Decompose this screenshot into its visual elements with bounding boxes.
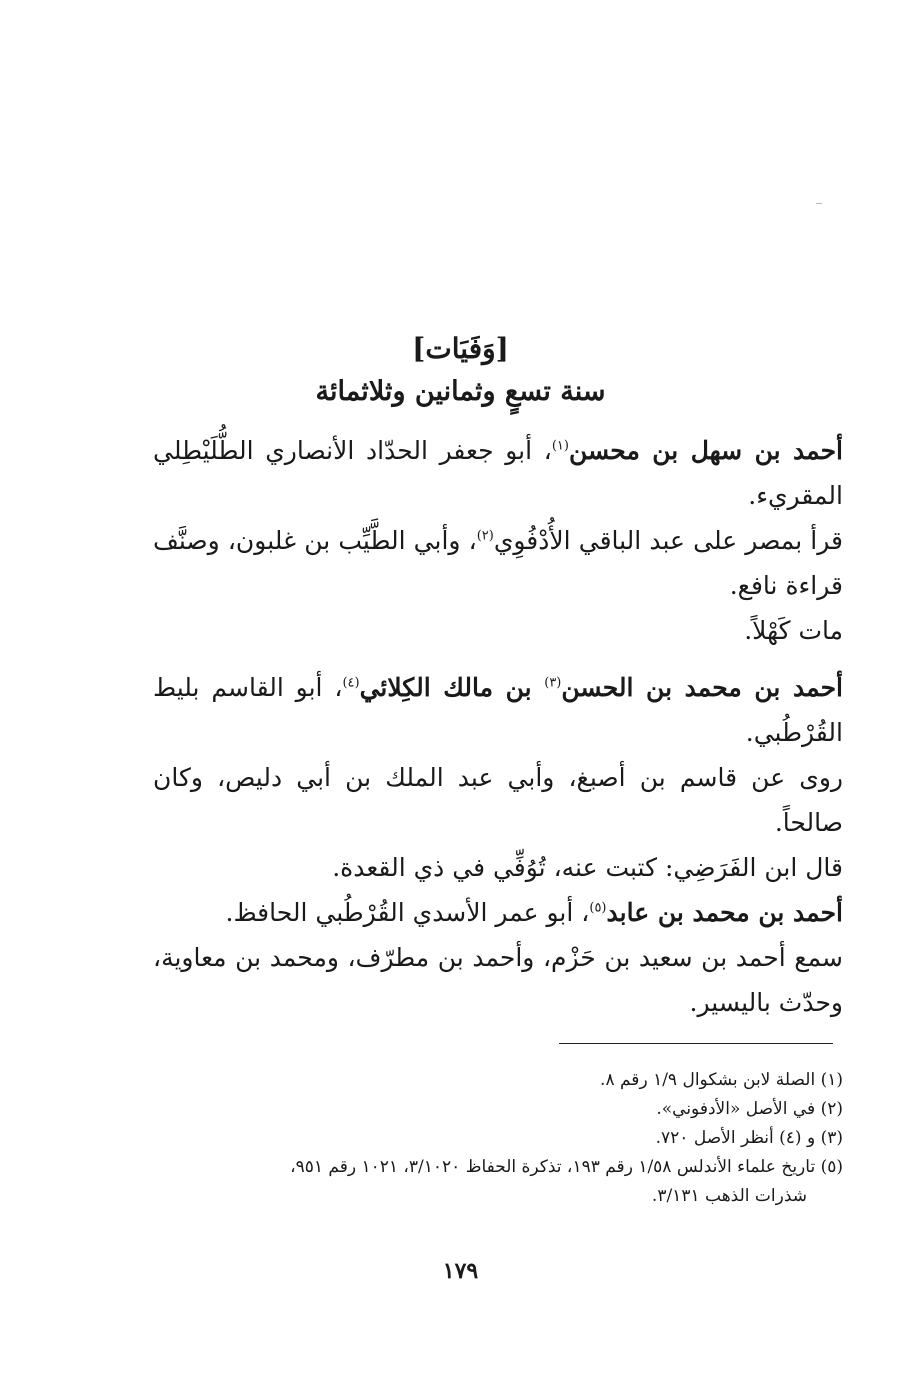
entry-1-text-a: قرأ بمصر على عبد الباقي الأُدْفُوِي bbox=[493, 526, 843, 555]
entry-1-paragraph bbox=[153, 518, 843, 608]
footnote-divider bbox=[559, 1043, 833, 1044]
entry-3-heading bbox=[153, 890, 843, 935]
entry-3-name: أحمد بن محمد بن عابد bbox=[606, 898, 843, 927]
footnote-ref-2: (٢) bbox=[476, 528, 494, 544]
page-number: ١٧٩ bbox=[442, 1258, 479, 1284]
footnote-5: (٥) تاريخ علماء الأندلس ١/٥٨ رقم ١٩٣، تذكرة الحفاظ ٣/١٠٢٠، ١٠٢١ رقم ٩٥١، bbox=[290, 1157, 843, 1177]
footnotes bbox=[153, 1066, 843, 1211]
entry-3-paragraph: سمع أحمد بن سعيد بن حَزْم، وأحمد بن مطرّف، ومحمد بن معاوية، وحدّث باليسير. bbox=[153, 943, 843, 1017]
section-title: سنة تسعٍ وثمانين وثلاثمائة bbox=[315, 376, 606, 407]
main-text bbox=[153, 428, 843, 1025]
entry-2-quote: قال ابن الفَرَضِي: كتبت عنه، تُوُفِّي في ذي القعدة. bbox=[332, 853, 843, 882]
footnote-5-continued: شذرات الذهب ٣/١٣١. bbox=[651, 1186, 807, 1206]
footnote-1: (١) الصلة لابن بشكوال ١/٩ رقم ٨. bbox=[600, 1070, 843, 1090]
scan-mark bbox=[816, 203, 822, 204]
footnote-ref-5: (٥) bbox=[589, 900, 607, 916]
footnote-2: (٢) في الأصل «الأدفوني». bbox=[656, 1099, 843, 1119]
footnote-ref-4: (٤) bbox=[342, 675, 360, 691]
entry-2-name-a: أحمد بن محمد بن الحسن bbox=[561, 673, 843, 702]
entry-2-rest: ، أبو القاسم بليط القُرْطُبي. bbox=[153, 673, 843, 747]
entry-1-death: مات كَهْلاً. bbox=[744, 616, 843, 645]
entry-2-paragraph: روى عن قاسم بن أصبغ، وأبي عبد الملك بن أبي دليص، وكان صالحاً. bbox=[153, 763, 843, 837]
entry-1-rest: ، أبو جعفر الحدّاد الأنصاري الطُّلَيْطِلي المقريء. bbox=[153, 436, 843, 510]
footnote-ref-1: (١) bbox=[551, 438, 569, 454]
section-label: [وَفَيَات] bbox=[412, 332, 509, 365]
entry-1-text-b: ، وأبي الطَّيِّب بن غلبون، وصنَّف قراءة نافع. bbox=[153, 526, 843, 600]
entry-2-name-b: بن مالك الكِلائي bbox=[359, 673, 545, 702]
footnote-ref-3: (٣) bbox=[544, 675, 562, 691]
entry-1-name: أحمد بن سهل بن محسن bbox=[568, 436, 843, 465]
entry-2-heading bbox=[153, 665, 843, 755]
entry-3-rest: ، أبو عمر الأسدي القُرْطُبي الحافظ. bbox=[225, 898, 590, 927]
footnote-3: (٣) و (٤) أنظر الأصل ٧٢٠. bbox=[655, 1128, 843, 1148]
entry-1-heading bbox=[153, 428, 843, 518]
